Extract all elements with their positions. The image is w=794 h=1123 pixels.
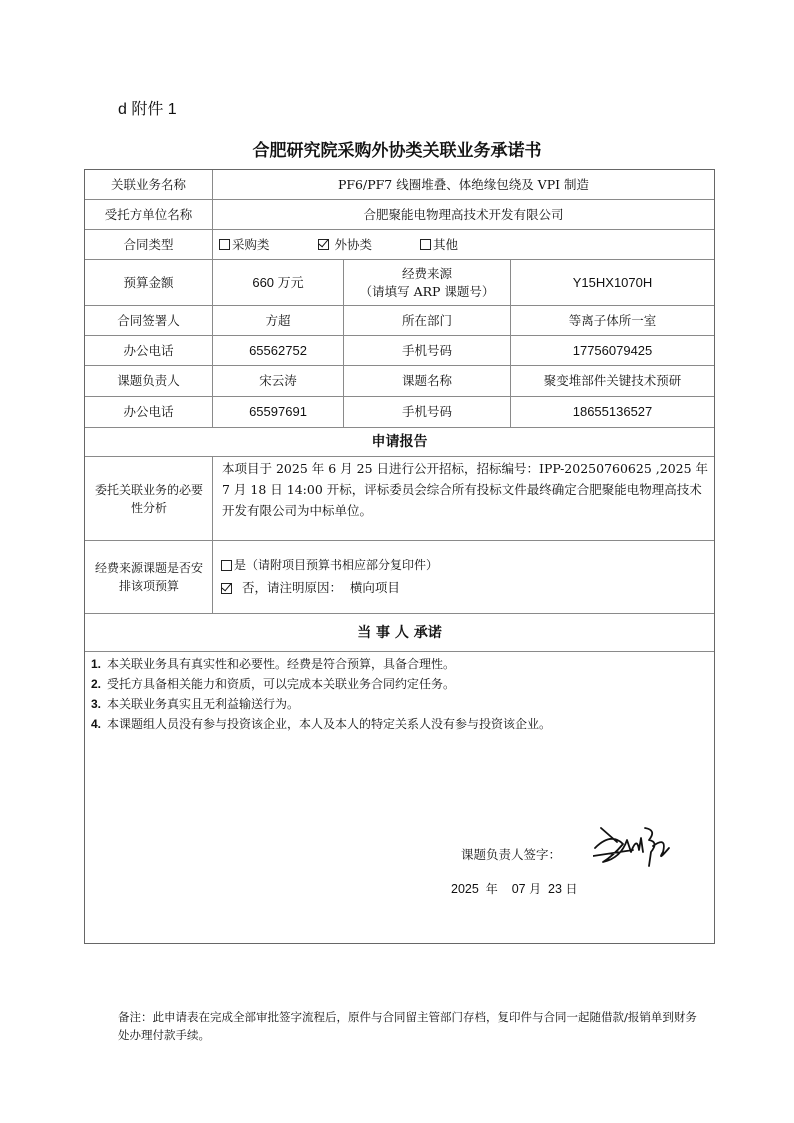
contract-type-option-purchase[interactable]: 采购类 [219, 236, 270, 254]
office-phone-value: 65562752 [249, 342, 307, 358]
project-leader-value: 宋云涛 [259, 373, 297, 388]
budget-label: 预算金额 [123, 274, 174, 290]
business-name-value: PF6/PF7 线圈堆叠、体绝缘包绕及 VPI 制造 [337, 176, 590, 192]
mobile-label: 手机号码 [401, 404, 452, 419]
office-phone-label: 办公电话 [123, 404, 174, 419]
attachment-label: d 附件 1 [118, 101, 177, 118]
fund-source-label: 经费来源 （请填写 ARP 课题号） [359, 265, 495, 299]
contract-type-label: 合同类型 [123, 236, 174, 252]
project-leader-label: 课题负责人 [117, 373, 180, 388]
contract-type-option-other[interactable]: 其他 [420, 236, 458, 254]
checkbox-unchecked-icon[interactable] [221, 560, 232, 571]
budget-value: 660 万元 [252, 274, 304, 290]
commitment-item: 4. 本课题组人员没有参与投资该企业，本人及本人的特定关系人没有参与投资该企业。 [91, 717, 552, 731]
mobile-label: 手机号码 [401, 342, 452, 358]
budget-arranged-no-option[interactable]: 否，请注明原因： 横向项目 [221, 578, 711, 598]
entrusted-unit-label: 受托方单位名称 [104, 206, 193, 222]
department-value: 等离子体所一室 [568, 312, 657, 328]
business-name-label: 关联业务名称 [110, 176, 186, 192]
signature-label: 课题负责人签字： [461, 847, 562, 862]
necessity-text: 本项目于 2025 年 6 月 25 日进行公开招标，招标编号：IPP-20250760625 ,2025 年 7 月 18 日 14:00 开标，评标委员会综合所有投标文件最终确定合肥聚能电物理高技术开发有限公司为中标单位。 [222, 461, 709, 518]
footer-note: 备注：此申请表在完成全部审批签字流程后，原件与合同留主管部门存档，复印件与合同一起随借款/报销单到财务处办理付款手续。 [118, 1010, 697, 1042]
entrusted-unit-value: 合肥聚能电物理高技术开发有限公司 [363, 206, 564, 222]
commitment-section-title: 当 事 人 承诺 [357, 624, 442, 641]
commitment-body [85, 652, 714, 943]
office-phone-value: 65597691 [249, 404, 307, 419]
mobile-value: 17756079425 [572, 342, 653, 358]
budget-arranged-yes-option[interactable]: 是（请附项目预算书相应部分复印件） [221, 555, 711, 575]
checkbox-checked-icon[interactable] [221, 583, 232, 594]
contract-type-options [219, 230, 714, 259]
project-name-value: 聚变堆部件关键技术预研 [543, 373, 682, 388]
page-title: 合肥研究院采购外协类关联业务承诺书 [252, 141, 542, 161]
commitment-item: 1. 本关联业务具有真实性和必要性。经费是符合预算，具备合理性。 [91, 657, 456, 671]
signer-value: 方超 [265, 312, 291, 328]
commitment-form-table [84, 169, 715, 944]
contract-type-option-outsourcing[interactable]: 外协类 [318, 236, 373, 254]
signer-label: 合同签署人 [117, 312, 180, 328]
checkbox-checked-icon[interactable] [318, 239, 329, 250]
no-reason-value: 横向项目 [349, 580, 400, 595]
fund-source-value: Y15HX1070H [572, 274, 653, 290]
handwritten-signature [593, 822, 673, 870]
report-section-title: 申请报告 [371, 434, 428, 450]
necessity-label: 委托关联业务的必要性分析 [94, 482, 203, 515]
commitment-list [91, 654, 551, 734]
budget-arranged-label: 经费来源课题是否安排该项预算 [94, 561, 203, 593]
mobile-value: 18655136527 [572, 404, 653, 419]
signature-date: 2025 年 07 月 23 日 [451, 882, 578, 896]
office-phone-label: 办公电话 [123, 342, 174, 358]
department-label: 所在部门 [401, 312, 452, 328]
checkbox-unchecked-icon[interactable] [219, 239, 230, 250]
commitment-item: 3. 本关联业务真实且无利益输送行为。 [91, 697, 300, 711]
checkbox-unchecked-icon[interactable] [420, 239, 431, 250]
project-name-label: 课题名称 [401, 373, 452, 388]
commitment-item: 2. 受托方具备相关能力和资质，可以完成本关联业务合同约定任务。 [91, 677, 456, 691]
